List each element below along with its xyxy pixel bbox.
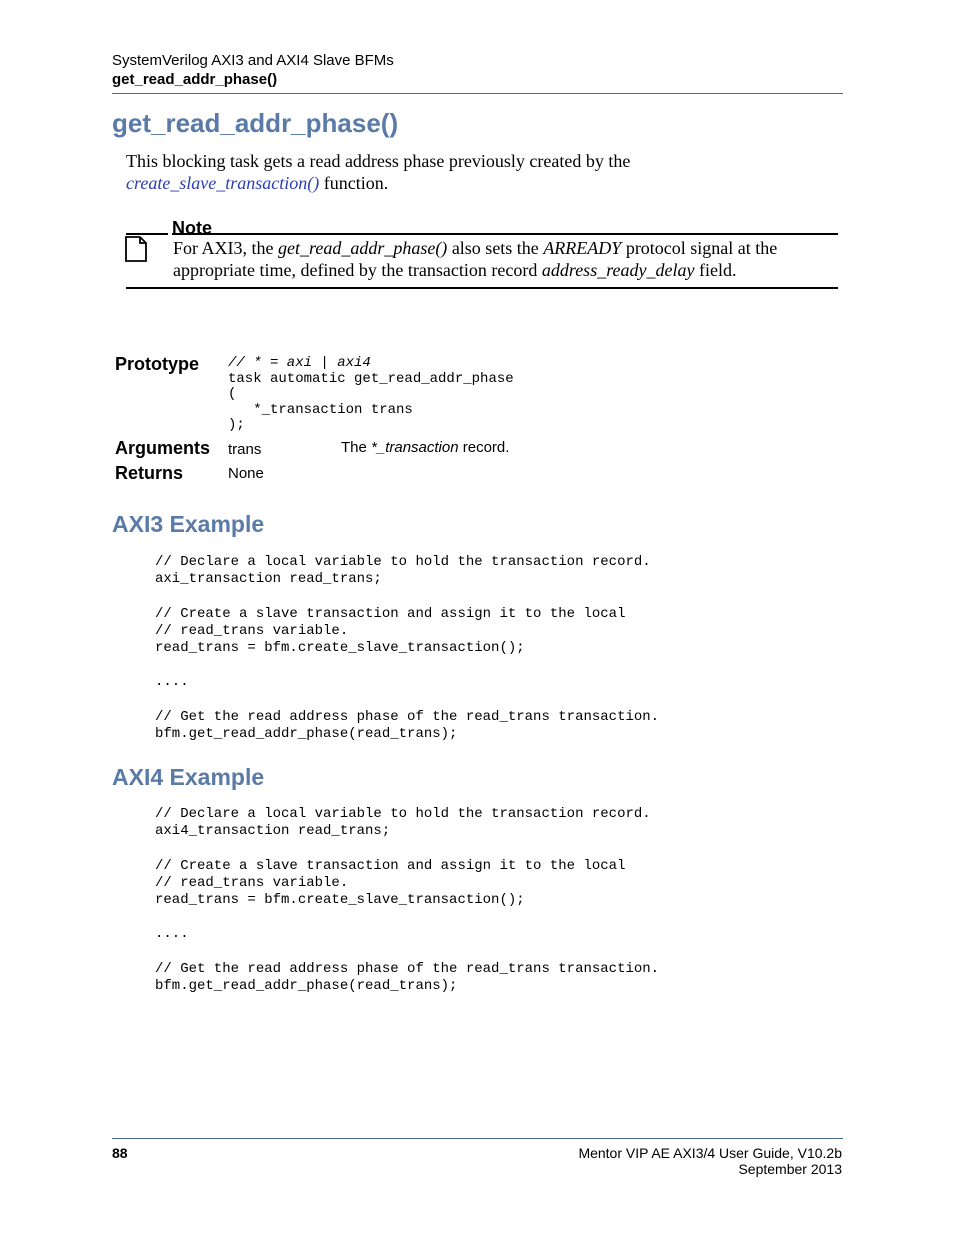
note-label: Note — [172, 218, 212, 238]
footer-date: September 2013 — [738, 1161, 842, 1177]
page-number: 88 — [112, 1145, 128, 1161]
prototype-comment: // * = axi | axi4 — [228, 355, 371, 371]
note-func: get_read_addr_phase() — [278, 238, 448, 258]
argument-description — [341, 439, 509, 456]
running-header-title: SystemVerilog AXI3 and AXI4 Slave BFMs — [112, 52, 394, 69]
page-title: get_read_addr_phase() — [112, 108, 399, 138]
axi3-example-code: // Declare a local variable to hold the transaction record. axi_transaction read_trans; // Create a slave transaction and assign it to the local // read_trans variable. read_trans = bfm.create_slave_transaction(); .... // Get the read address phase of the read_trans transaction. bfm.get_read_addr_phase(read_trans); — [155, 554, 660, 743]
axi4-example-code: // Declare a local variable to hold the transaction record. axi4_transaction read_trans; // Create a slave transaction and assign it to the local // read_trans variable. read_trans = bfm.create_slave_transaction(); .... // Get the read address phase of the read_trans transaction. bfm.get_read_addr_phase(read_trans); — [155, 806, 660, 995]
note-signal: ARREADY — [543, 238, 622, 258]
returns-value: None — [228, 465, 264, 482]
note-text: For AXI3, the — [173, 238, 278, 258]
note-text: field. — [694, 260, 737, 280]
returns-label: Returns — [115, 463, 184, 483]
footer-guide-title: Mentor VIP AE AXI3/4 User Guide, V10.2b — [578, 1145, 842, 1161]
intro-paragraph — [126, 150, 826, 194]
prototype-body: task automatic get_read_addr_phase ( *_transaction trans ); — [228, 370, 514, 433]
argument-desc-text: record. — [458, 439, 510, 456]
argument-name: trans — [228, 441, 262, 458]
note-rule-bottom — [126, 287, 838, 289]
create-slave-transaction-link[interactable]: create_slave_transaction() — [126, 173, 320, 193]
note-text: protocol signal at the appropriate time, defined by the transaction record — [173, 238, 778, 280]
note-icon — [125, 236, 147, 262]
prototype-label: Prototype — [115, 354, 200, 374]
arguments-label: Arguments — [115, 438, 211, 458]
note-field: address_ready_delay — [541, 260, 695, 280]
intro-text-end: function. — [319, 173, 389, 193]
header-divider — [112, 93, 843, 94]
running-header-subtitle: get_read_addr_phase() — [112, 71, 278, 88]
note-rule-top — [172, 233, 838, 235]
footer-divider — [112, 1138, 843, 1139]
prototype-code — [228, 356, 514, 434]
note-text: also sets the — [447, 238, 544, 258]
axi3-example-heading: AXI3 Example — [112, 511, 265, 537]
argument-desc-type: *_transaction — [371, 439, 459, 456]
argument-desc-text: The — [341, 439, 372, 456]
note-rule-short — [126, 233, 168, 235]
axi4-example-heading: AXI4 Example — [112, 764, 265, 790]
intro-text: This blocking task gets a read address phase previously created by the — [126, 151, 631, 171]
note-body — [173, 237, 838, 281]
